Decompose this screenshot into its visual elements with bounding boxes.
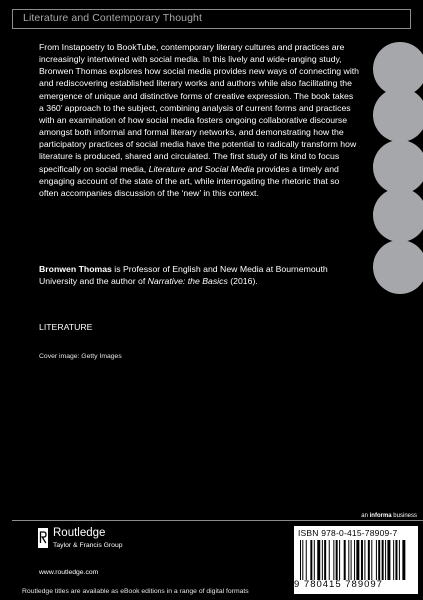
author-name: Bronwen Thomas xyxy=(39,264,112,274)
barcode-icon xyxy=(300,540,412,580)
divider xyxy=(12,520,423,521)
book-description xyxy=(39,41,359,199)
series-title: Literature and Contemporary Thought xyxy=(23,12,202,24)
isbn: ISBN 978-0-415-78909-7 xyxy=(298,528,398,538)
description-text-1: From Instapoetry to BookTube, contemporary literary cultures and practices are increasingly intertwined with social media. In this lively and wide-ranging study, Bronwen Thomas explores how social media provides new ways of connecting with and rediscovering established literary works and authors while also facilitating the emergence of unique and distinctive forms of creative expression. The book takes a 360’ approach to the subject, combining analysis of current forms and practices with an examination of how social media fosters ongoing collaborative discourse amongst both informal and formal literary networks, and demonstrating how the participatory practices of social media have the potential to radically transform how literature is produced, shared and circulated. The first study of its kind to focus specifically on social media, xyxy=(39,42,359,174)
author-bio xyxy=(39,263,359,287)
publisher-name: Routledge xyxy=(53,527,106,539)
barcode-area xyxy=(294,526,418,594)
bio-text-2: (2016). xyxy=(227,276,258,287)
publisher-url[interactable]: www.routledge.com xyxy=(39,569,99,576)
description-book-title: Literature and Social Media xyxy=(148,163,255,174)
decorative-circle xyxy=(373,240,423,294)
informa-name: informa xyxy=(369,513,392,519)
bio-text-1: is Professor of English and New Media at Bournemouth University and the author of xyxy=(39,264,328,287)
barcode-digits: 9 780415 789097 xyxy=(294,579,383,590)
subject-category: LITERATURE xyxy=(39,322,93,332)
decorative-circle xyxy=(373,188,423,242)
publisher-group: Taylor & Francis Group xyxy=(53,542,123,549)
decorative-circle xyxy=(373,140,423,194)
informa-suffix: business xyxy=(391,513,417,519)
informa-prefix: an xyxy=(361,513,370,519)
cover-image-credit: Cover image: Getty Images xyxy=(39,353,122,360)
informa-tagline xyxy=(361,513,417,519)
ebook-note: Routledge titles are available as eBook editions in a range of digital formats xyxy=(22,588,249,595)
bio-book-title: Narrative: the Basics xyxy=(147,276,228,287)
series-banner xyxy=(12,9,411,29)
decorative-circle xyxy=(373,88,423,142)
description-text-2: provides a timely and engaging account of the state of the art, while interrogating the rhetoric that so often accompanies discussion of the ‘new’ in this context. xyxy=(39,163,340,198)
routledge-logo-icon xyxy=(38,528,48,548)
